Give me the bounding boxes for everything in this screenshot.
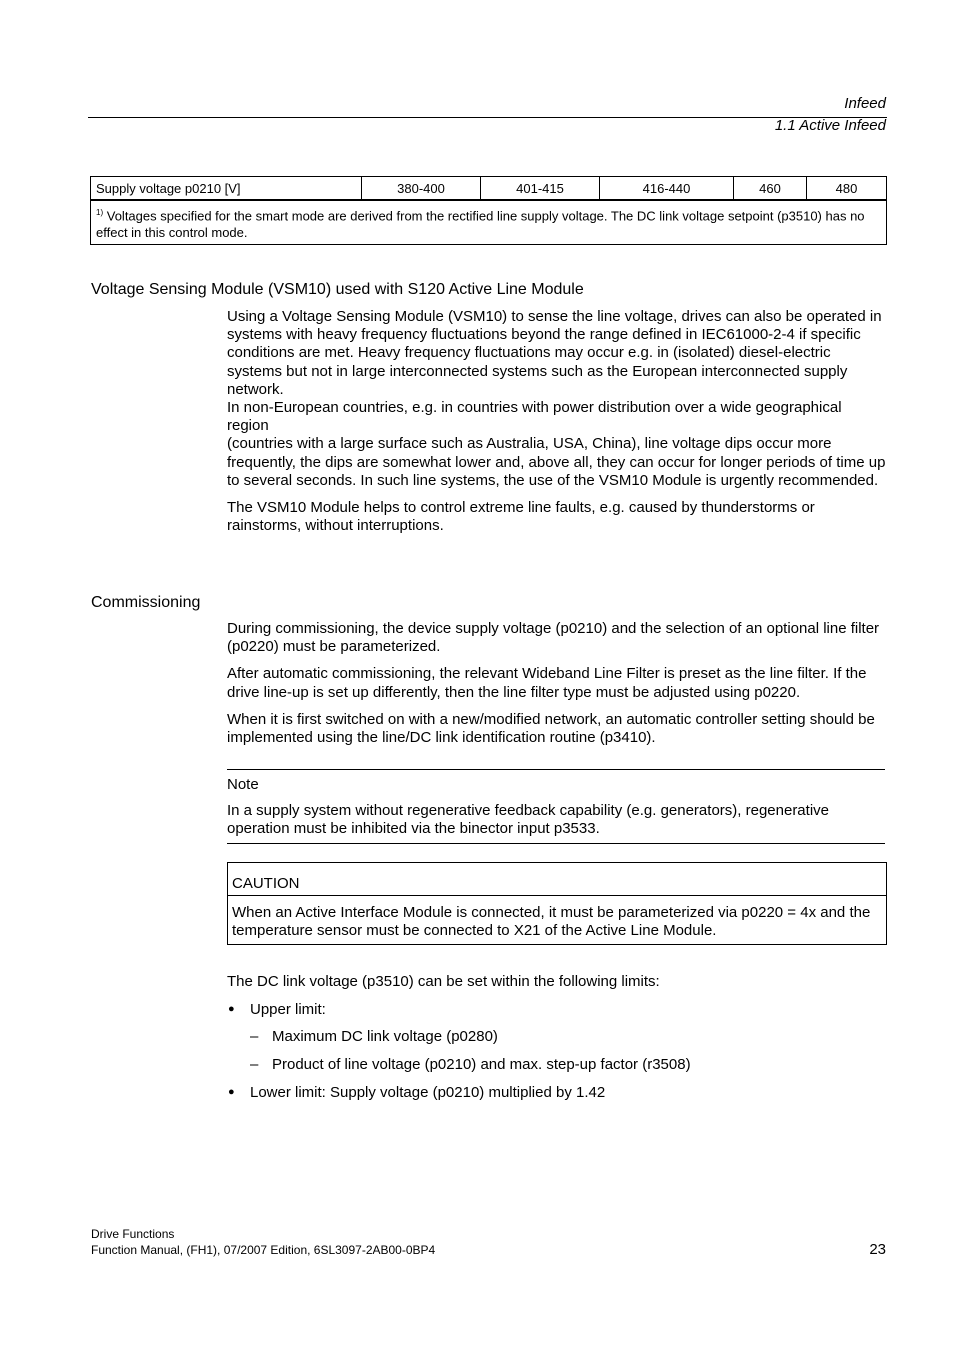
caution-title: CAUTION <box>228 863 886 896</box>
paragraph: In non-European countries, e.g. in countries with power distribution over a wide geographical region <box>227 399 842 435</box>
sub-bullet-product <box>250 1056 691 1073</box>
limits-intro: The DC link voltage (p3510) can be set within the following limits: <box>227 973 660 990</box>
page-number: 23 <box>869 1241 886 1258</box>
paragraph: During commissioning, the device supply voltage (p0210) and the selection of an optional line filter (p0220) must be parameterized. <box>227 620 880 656</box>
sub-bullet-text: Maximum DC link voltage (p0280) <box>272 1028 498 1045</box>
footnote-text: Voltages specified for the smart mode are derived from the rectified line supply voltage. The DC link voltage setpoint (p3510) has no effect in this control mode. <box>96 208 865 241</box>
section-commissioning-body <box>227 620 887 747</box>
caution-text: When an Active Interface Module is connected, it must be parameterized via p0220 = 4x and the temperature sensor must be connected to X21 of the Active Line Module. <box>232 904 871 940</box>
note-bottom-rule <box>227 843 885 844</box>
paragraph: When it is first switched on with a new/modified network, an automatic controller setting should be implemented using the line/DC link identification routine (p3410). <box>227 710 875 747</box>
note-title: Note <box>227 776 259 793</box>
bullet-lower-limit <box>228 1084 606 1101</box>
table-value-cell: 380-400 <box>362 177 481 201</box>
header-rule <box>88 117 887 118</box>
bullet-glyph: ● <box>228 1003 235 1015</box>
note-block <box>227 776 887 839</box>
footer <box>91 1226 435 1258</box>
dash-glyph: – <box>250 1028 259 1045</box>
bullet-text: Lower limit: Supply voltage (p0210) multiplied by 1.42 <box>250 1084 606 1101</box>
running-header-section: 1.1 Active Infeed <box>774 117 886 134</box>
footer-edition: Function Manual, (FH1), 07/2007 Edition, 6SL3097-2AB00-0BP4 <box>91 1243 436 1257</box>
table-value-cell: 401-415 <box>481 177 600 201</box>
bullet-text: Upper limit: <box>250 1001 326 1018</box>
running-header-chapter: Infeed <box>844 95 886 112</box>
table-header-row <box>91 177 887 201</box>
table-value-cell: 460 <box>734 177 807 201</box>
note-top-rule <box>227 769 885 770</box>
table-label-cell: Supply voltage p0210 [V] <box>91 177 362 201</box>
table-value-cell: 480 <box>807 177 887 201</box>
dash-glyph: – <box>250 1056 259 1073</box>
table-footnote-row <box>91 200 887 245</box>
table-value-cell: 416-440 <box>600 177 734 201</box>
sub-bullet-text: Product of line voltage (p0210) and max. step-up factor (r3508) <box>272 1056 691 1073</box>
sub-bullet-max-dc-link <box>250 1028 498 1045</box>
bullet-glyph: ● <box>228 1086 235 1098</box>
caution-box <box>227 862 887 945</box>
table-footnote-cell <box>91 200 887 245</box>
footer-title: Drive Functions <box>91 1227 175 1241</box>
paragraph: Using a Voltage Sensing Module (VSM10) to sense the line voltage, drives can also be operated in systems with heavy frequency fluctuations beyond the range defined in IEC61000-2-4 if specific conditions are met. Heavy frequency fluctuations may occur e.g. in (isolated) diesel-electric systems but not in large interconnected systems such as the European interconnected supply network. <box>227 308 882 398</box>
footnote-mark: 1) <box>96 208 104 217</box>
paragraph: (countries with a large surface such as Australia, USA, China), line voltage dips occur more frequently, the dips are somewhat lower and, above all, they can occur for longer periods of time up to several seconds. In such line systems, the use of the VSM10 Module is urgently recommended. <box>227 435 886 489</box>
section-heading-commissioning: Commissioning <box>91 594 201 611</box>
supply-voltage-table <box>90 176 887 245</box>
section-vsm10-body <box>227 308 887 535</box>
paragraph: The VSM10 Module helps to control extreme line faults, e.g. caused by thunderstorms or rainstorms, without interruptions. <box>227 499 815 535</box>
bullet-upper-limit <box>228 1001 326 1018</box>
note-text: In a supply system without regenerative feedback capability (e.g. generators), regenerative operation must be inhibited via the binector input p3533. <box>227 802 829 838</box>
section-heading-vsm10: Voltage Sensing Module (VSM10) used with S120 Active Line Module <box>91 281 584 298</box>
paragraph: After automatic commissioning, the relevant Wideband Line Filter is preset as the line filter. If the drive line-up is set up differently, then the line filter type must be adjusted using p0220. <box>227 665 867 701</box>
